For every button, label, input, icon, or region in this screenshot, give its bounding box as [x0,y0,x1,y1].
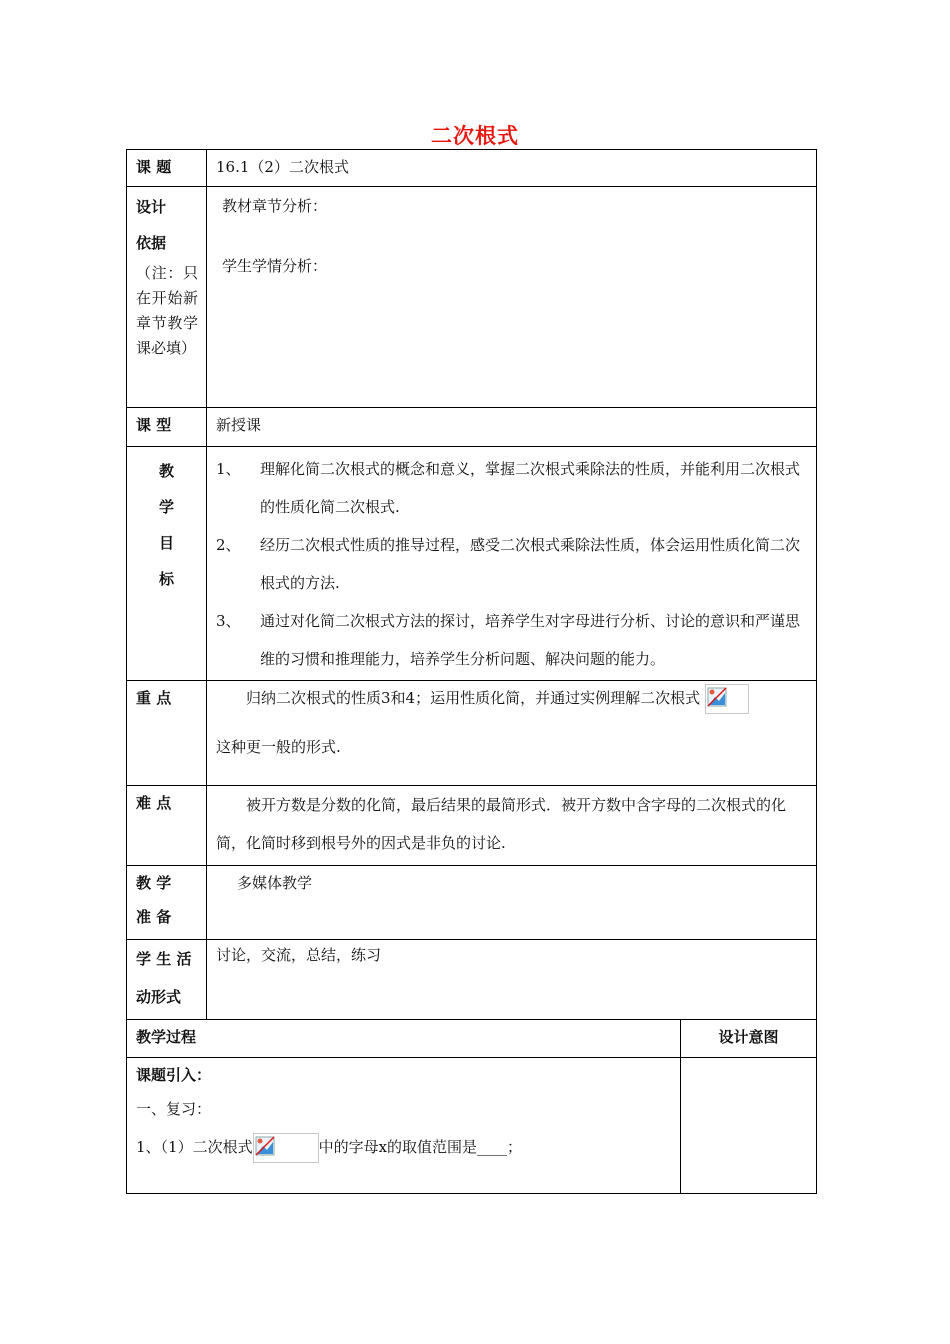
goals-label-char-2: 学 [158,498,174,516]
row-teaching-prep [127,866,817,940]
row-student-activity [127,940,817,1020]
goal-num-1: 1、 [216,460,241,478]
goals-label-char-1: 教 [158,462,174,480]
goal-num-3: 3、 [216,612,241,630]
activity-value: 讨论，交流，总结，练习 [216,946,382,964]
goals-label-char-3: 目 [158,534,174,552]
prep-label-line1: 教 学 [136,874,172,892]
question-1 [136,1128,670,1166]
goal-num-2: 2、 [216,536,241,554]
row-key-points [127,681,817,786]
goal-item-3 [216,602,806,678]
intro-title: 课题引入： [136,1066,212,1084]
goal-text-3: 通过对化简二次根式方法的探讨，培养学生对字母进行分析、讨论的意识和严谨思维的习惯和推理能力，培养学生分析问题、解决问题的能力。 [260,612,801,668]
goals-label-char-4: 标 [158,570,174,588]
row-teaching-goals [127,447,817,681]
difficulty-text: 被开方数是分数的化简，最后结果的最简形式．被开方数中含字母的二次根式的化简，化简时移到根号外的因式是非负的讨论. [216,796,787,852]
activity-label-line2: 动形式 [136,988,182,1006]
goal-text-2: 经历二次根式性质的推导过程，感受二次根式乘除法性质，体会运用性质化简二次根式的方法. [260,536,801,592]
row-process-content [127,1058,817,1194]
topic-label: 课 题 [136,158,172,176]
goal-item-1 [216,450,806,526]
difficulty-label: 难 点 [136,794,172,812]
question-1-after: 中的字母x的取值范围是____； [318,1138,523,1156]
prep-value: 多媒体教学 [237,874,313,892]
goal-text-1: 理解化简二次根式的概念和意义，掌握二次根式乘除法的性质，并能利用二次根式的性质化简二次根式. [260,460,801,516]
basis-note: （注：只在开始新章节教学课必填） [136,264,198,357]
broken-image-icon [705,684,749,714]
design-intent-header: 设计意图 [718,1028,779,1046]
type-label: 课 型 [136,416,172,434]
review-title: 一、复习： [136,1100,212,1118]
key-text-after: 这种更一般的形式. [216,738,341,756]
key-text-before: 归纳二次根式的性质3和4；运用性质化简，并通过实例理解二次根式 [246,689,701,707]
activity-label-line1: 学 生 活 [136,950,192,968]
process-header-label: 教学过程 [136,1028,197,1046]
key-label: 重 点 [136,689,172,707]
row-difficulty [127,786,817,866]
page-title: 二次根式 [431,124,519,148]
prep-label-line2: 准 备 [136,908,172,926]
row-topic [127,150,817,187]
row-process-header [127,1020,817,1058]
goal-item-2 [216,526,806,602]
textbook-analysis-label: 教材章节分析： [222,197,328,215]
student-analysis-label: 学生学情分析： [222,257,328,275]
question-1-before: 1、（1）二次根式 [136,1138,253,1156]
lesson-plan-table [126,149,817,1194]
design-intent-cell [681,1058,817,1194]
basis-label-line1: 设计 [136,198,167,216]
type-value: 新授课 [216,416,262,434]
basis-label-line2: 依据 [136,234,167,252]
row-lesson-type [127,408,817,447]
topic-value: 16.1（2）二次根式 [216,158,349,176]
broken-image-icon [253,1133,319,1163]
row-design-basis [127,187,817,408]
